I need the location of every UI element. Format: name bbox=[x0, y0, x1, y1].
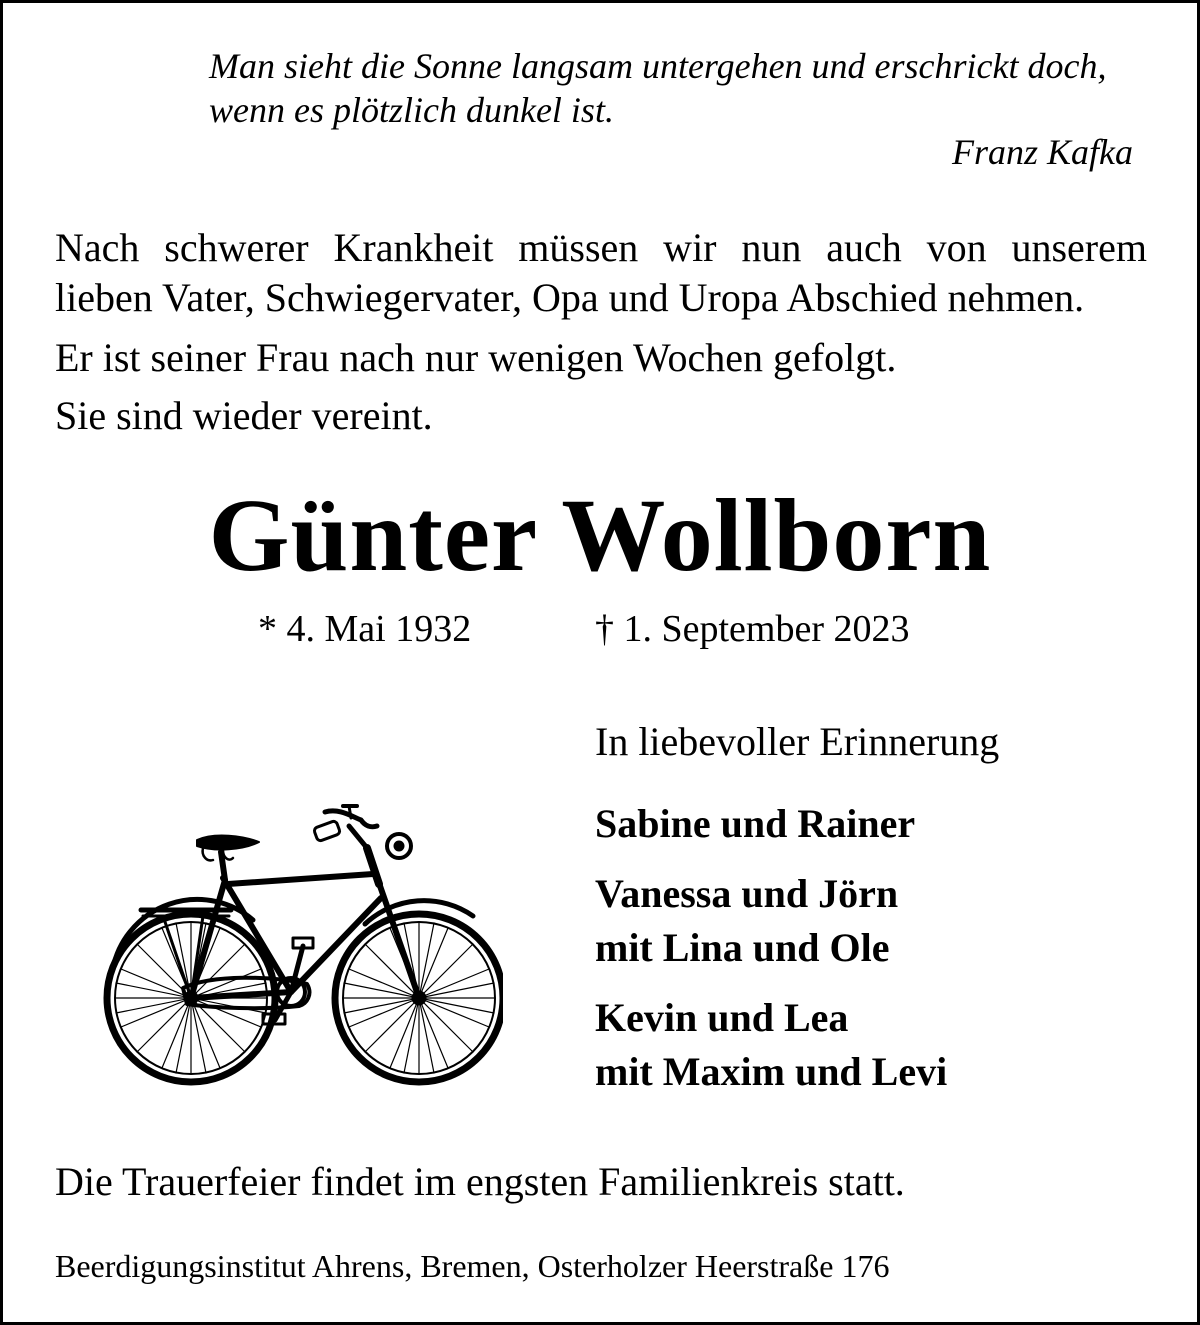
deceased-name: Günter Wollborn bbox=[208, 478, 992, 593]
bicycle-icon bbox=[103, 798, 503, 1093]
undertaker-info: Beerdigungsinstitut Ahrens, Bremen, Osterholzer Heerstraße 176 bbox=[55, 1248, 890, 1284]
intro-line-1: Nach schwerer Krankheit müssen wir nun auch von unserem bbox=[55, 225, 1147, 270]
mourner-group-1-line-1: Sabine und Rainer bbox=[595, 801, 916, 846]
intro-line-2: lieben Vater, Schwiegervater, Opa und Uropa Abschied nehmen. bbox=[55, 275, 1085, 320]
mourners-heading: In liebevoller Erinnerung bbox=[595, 719, 1000, 764]
mourner-group-3-line-1: Kevin und Lea bbox=[595, 995, 849, 1040]
mourner-group-2-line-1: Vanessa und Jörn bbox=[595, 871, 899, 916]
death-date: † 1. September 2023 bbox=[595, 608, 910, 650]
funeral-note: Die Trauerfeier findet im engsten Familienkreis statt. bbox=[55, 1159, 905, 1204]
intro-line-4: Sie sind wieder vereint. bbox=[55, 393, 433, 438]
intro-line-3: Er ist seiner Frau nach nur wenigen Wochen gefolgt. bbox=[55, 335, 897, 380]
mourner-group-2-line-2: mit Lina und Ole bbox=[595, 925, 890, 970]
birth-date: * 4. Mai 1932 bbox=[258, 608, 472, 650]
quote-line-1: Man sieht die Sonne langsam untergehen und erschrickt doch, bbox=[209, 46, 1107, 86]
mourner-group-3-line-2: mit Maxim und Levi bbox=[595, 1049, 948, 1094]
quote-line-2: wenn es plötzlich dunkel ist. bbox=[209, 90, 614, 130]
quote-author: Franz Kafka bbox=[951, 132, 1133, 172]
